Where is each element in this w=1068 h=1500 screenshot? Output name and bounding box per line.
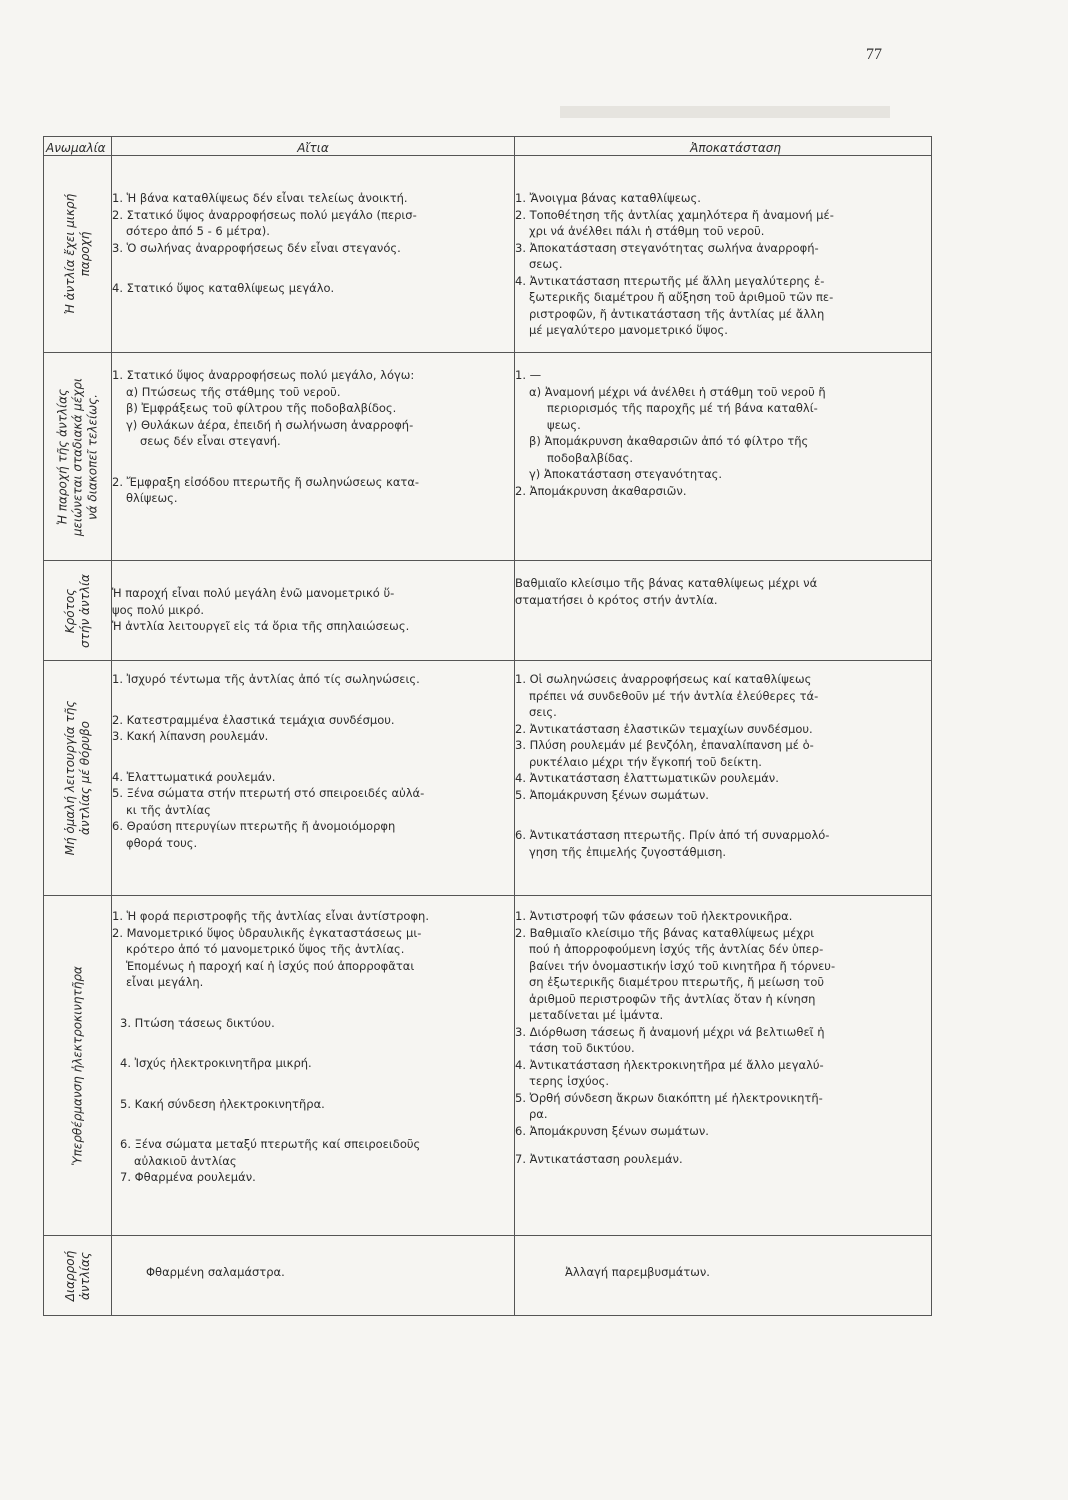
table-header-row: [44, 137, 932, 156]
table-row-low-flow: [44, 156, 932, 353]
table-row-decreasing-flow: [44, 353, 932, 561]
bleed-through-shadow: [560, 106, 890, 118]
anomaly-label: Ὑπερθέρμανση ἠλεκτροκινητῆρα: [70, 965, 84, 1166]
cause-cell: 1. Ἰσχυρό τέντωμα τῆς ἀντλίας ἀπό τίς σωληνώσεις. 2. Κατεστραμμένα ἐλαστικά τεμάχια συνδέσμου. 3. Κακή λίπανση ρουλεμάν. 4. Ἐλαττωματικά ρουλεμάν. 5. Ξένα σώματα στήν πτερωτή στό σπειροειδές αὐλά- κι τῆς ἀντλίας 6. Θραύση πτερυγίων πτερωτῆς ἤ ἀνομοιόμορφη φθορά τους.: [112, 661, 515, 896]
cause-cell: 1. Στατικό ὕψος ἀναρροφήσεως πολύ μεγάλο, λόγω: α) Πτώσεως τῆς στάθμης τοῦ νεροῦ. β) Ἐμφράξεως τοῦ φίλτρου τῆς ποδοβαλβίδος. γ) Θυλάκων ἀέρα, ἐπειδή ἡ σωλήνωση ἀναρροφή- σεως δέν εἶναι στεγανή. 2. Ἔμφραξη εἰσόδου πτερωτῆς ἤ σωληνώσεως κατα- θλίψεως.: [112, 353, 515, 561]
anomaly-cell: [44, 353, 112, 561]
anomaly-cell: [44, 896, 112, 1236]
table-row-motor-overheating: [44, 896, 932, 1236]
anomaly-label: Μή ὁμαλή λειτουργία τῆς ἀντλίας μέ θόρυβο: [62, 700, 92, 856]
cause-cell: 1. Ἡ βάνα καταθλίψεως δέν εἶναι τελείως ἀνοικτή. 2. Στατικό ὕψος ἀναρροφήσεως πολύ μεγάλο (περισ- σότερο ἀπό 5 - 6 μέτρα). 3. Ὁ σωλήνας ἀναρροφήσεως δέν εἶναι στεγανός. 4. Στατικό ὕψος καταθλίψεως μεγάλο.: [112, 156, 515, 353]
cause-cell: Φθαρμένη σαλαμάστρα.: [112, 1236, 515, 1316]
cause-cell: 1. Ἡ φορά περιστροφῆς τῆς ἀντλίας εἶναι ἀντίστροφη. 2. Μανομετρικό ὕψος ὑδραυλικῆς ἐγκαταστάσεως μι- κρότερο ἀπό τό μανομετρικό ὕψος τῆς ἀντλίας. Ἑπομένως ἡ παροχή καί ἡ ἰσχύς πού ἀπορροφᾶται εἶναι μεγάλη. 3. Πτώση τάσεως δικτύου. 4. Ἰσχύς ἠλεκτροκινητῆρα μικρή. 5. Κακή σύνδεση ἠλεκτροκινητῆρα. 6. Ξένα σώματα μεταξύ πτερωτῆς καί σπειροειδοῦς αὐλακιοῦ ἀντλίας 7. Φθαρμένα ρουλεμάν.: [112, 896, 515, 1236]
anomaly-label: Κρότος στήν ἀντλία: [62, 573, 92, 648]
table-row-unsmooth-operation: [44, 661, 932, 896]
table-row-noise: [44, 561, 932, 661]
anomaly-label: Ἡ ἀντλία ἔχει μικρή παροχή: [62, 193, 92, 315]
header-cause: Αἴτια: [112, 137, 515, 156]
remedy-cell: 1. Ἄνοιγμα βάνας καταθλίψεως. 2. Τοποθέτηση τῆς ἀντλίας χαμηλότερα ἤ ἀναμονή μέ- χρι νά ἀνέλθει πάλι ἡ στάθμη τοῦ νεροῦ. 3. Ἀποκατάσταση στεγανότητας σωλήνα ἀναρροφή- σεως. 4. Ἀντικατάσταση πτερωτῆς μέ ἄλλη μεγαλύτερης ἐ- ξωτερικῆς διαμέτρου ἤ αὔξηση τοῦ ἀριθμοῦ τῶν πε- ριστροφῶν, ἤ ἀντικατάσταση τῆς ἀντλίας μέ ἄλλη μέ μεγαλύτερο μανομετρικό ὕψος.: [515, 156, 932, 353]
table-row-pump-leak: [44, 1236, 932, 1316]
remedy-cell: Ἀλλαγή παρεμβυσμάτων.: [515, 1236, 932, 1316]
header-remedy: Ἀποκατάσταση: [515, 137, 932, 156]
anomaly-cell: [44, 156, 112, 353]
anomaly-label: Ἡ παροχή τῆς ἀντλίας μειώνεται σταδιακά μέχρι νά διακοπεῖ τελείως.: [55, 377, 99, 536]
troubleshooting-table: [43, 136, 932, 1316]
header-anomaly: Ανωμαλία: [44, 137, 112, 156]
anomaly-label: Διαρροή ἀντλίας: [62, 1250, 92, 1301]
remedy-cell: Βαθμιαῖο κλείσιμο τῆς βάνας καταθλίψεως μέχρι νά σταματήσει ὁ κρότος στήν ἀντλία.: [515, 561, 932, 661]
remedy-cell: 1. Οἱ σωληνώσεις ἀναρροφήσεως καί καταθλίψεως πρέπει νά συνδεθοῦν μέ τήν ἀντλία ἐλεύθερες τά- σεις. 2. Ἀντικατάσταση ἐλαστικῶν τεμαχίων συνδέσμου. 3. Πλύση ρουλεμάν μέ βενζόλη, ἐπαναλίπανση μέ ὁ- ρυκτέλαιο μέχρι τήν ἔγκοπή τοῦ δείκτη. 4. Ἀντικατάσταση ἐλαττωματικῶν ρουλεμάν. 5. Ἀπομάκρυνση ξένων σωμάτων. 6. Ἀντικατάσταση πτερωτῆς. Πρίν ἀπό τή συναρμολό- γηση τῆς ἐπιμελής ζυγοστάθμιση.: [515, 661, 932, 896]
anomaly-cell: [44, 561, 112, 661]
remedy-cell: 1. — α) Ἀναμονή μέχρι νά ἀνέλθει ἡ στάθμη τοῦ νεροῦ ἤ περιορισμός τῆς παροχῆς μέ τή βάνα καταθλί- ψεως. β) Ἀπομάκρυνση ἀκαθαρσιῶν ἀπό τό φίλτρο τῆς ποδοβαλβίδας. γ) Ἀποκατάσταση στεγανότητας. 2. Ἀπομάκρυνση ἀκαθαρσιῶν.: [515, 353, 932, 561]
anomaly-cell: [44, 1236, 112, 1316]
cause-cell: Ἡ παροχή εἶναι πολύ μεγάλη ἐνῶ μανομετρικό ὕ- ψος πολύ μικρό. Ἡ ἀντλία λειτουργεῖ εἰς τά ὅρια τῆς σπηλαιώσεως.: [112, 561, 515, 661]
anomaly-cell: [44, 661, 112, 896]
page-number: 77: [866, 46, 882, 63]
remedy-cell: 1. Ἀντιστροφή τῶν φάσεων τοῦ ἠλεκτρονικῆρα. 2. Βαθμιαῖο κλείσιμο τῆς βάνας καταθλίψεως μέχρι πού ἡ ἀπορροφούμενη ἰσχύς τῆς ἀντλίας δέν ὑπερ- βαίνει τήν ὀνομαστικήν ἰσχύ τοῦ κινητῆρα ἤ τόρνευ- ση ἐξωτερικῆς διαμέτρου πτερωτῆς, ἤ μείωση τοῦ ἀριθμοῦ περιστροφῶν τῆς ἀντλίας ὅταν ἡ κίνηση μεταδίνεται μέ ἱμάντα. 3. Διόρθωση τάσεως ἤ ἀναμονή μέχρι νά βελτιωθεῖ ἡ τάση τοῦ δικτύου. 4. Ἀντικατάσταση ἠλεκτροκινητῆρα μέ ἄλλο μεγαλύ- τερης ἰσχύος. 5. Ὀρθή σύνδεση ἄκρων διακόπτη μέ ἠλεκτρονικητῆ- ρα. 6. Ἀπομάκρυνση ξένων σωμάτων. 7. Ἀντικατάσταση ρουλεμάν.: [515, 896, 932, 1236]
